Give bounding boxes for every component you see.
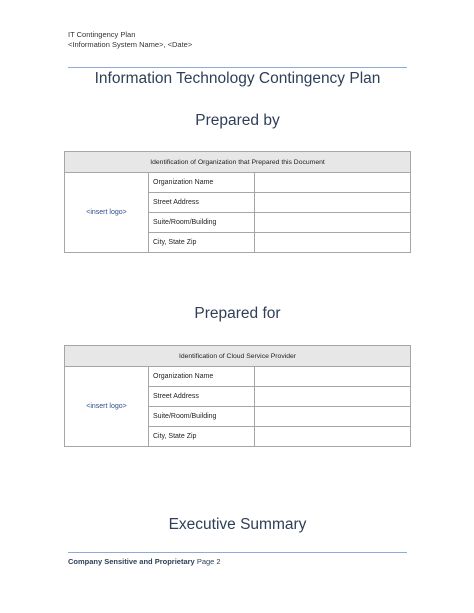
table-caption: Identification of Organization that Prepared this Document xyxy=(65,152,411,173)
field-value-organization-name[interactable] xyxy=(255,367,411,387)
field-value-city-state-zip[interactable] xyxy=(255,233,411,253)
footer-divider xyxy=(68,552,407,553)
field-label-street-address: Street Address xyxy=(149,387,255,407)
field-value-suite-room-building[interactable] xyxy=(255,407,411,427)
logo-placeholder[interactable]: <insert logo> xyxy=(65,367,149,447)
table-caption: Identification of Cloud Service Provider xyxy=(65,346,411,367)
footer xyxy=(68,557,221,566)
table-caption-row xyxy=(65,346,411,367)
field-value-suite-room-building[interactable] xyxy=(255,213,411,233)
field-value-street-address[interactable] xyxy=(255,387,411,407)
field-label-organization-name: Organization Name xyxy=(149,367,255,387)
header-document-name: IT Contingency Plan xyxy=(68,30,136,39)
prepared-by-table xyxy=(64,151,411,253)
field-label-city-state-zip: City, State Zip xyxy=(149,427,255,447)
logo-placeholder[interactable]: <insert logo> xyxy=(65,173,149,253)
prepared-by-heading: Prepared by xyxy=(195,112,280,129)
field-label-suite-room-building: Suite/Room/Building xyxy=(149,213,255,233)
prepared-for-table xyxy=(64,345,411,447)
field-value-city-state-zip[interactable] xyxy=(255,427,411,447)
table-row xyxy=(65,173,411,193)
executive-summary-heading: Executive Summary xyxy=(168,516,307,533)
table-row xyxy=(65,367,411,387)
table-caption-row xyxy=(65,152,411,173)
header-system-date: <Information System Name>, <Date> xyxy=(68,40,193,49)
field-label-organization-name: Organization Name xyxy=(149,173,255,193)
document-title: Information Technology Contingency Plan xyxy=(94,70,381,87)
footer-label: Company Sensitive and Proprietary xyxy=(68,557,195,566)
prepared-for-heading: Prepared for xyxy=(194,305,281,322)
field-value-organization-name[interactable] xyxy=(255,173,411,193)
header-divider xyxy=(68,67,407,68)
field-label-suite-room-building: Suite/Room/Building xyxy=(149,407,255,427)
footer-page-number: Page 2 xyxy=(196,557,221,566)
field-label-street-address: Street Address xyxy=(149,193,255,213)
field-label-city-state-zip: City, State Zip xyxy=(149,233,255,253)
field-value-street-address[interactable] xyxy=(255,193,411,213)
